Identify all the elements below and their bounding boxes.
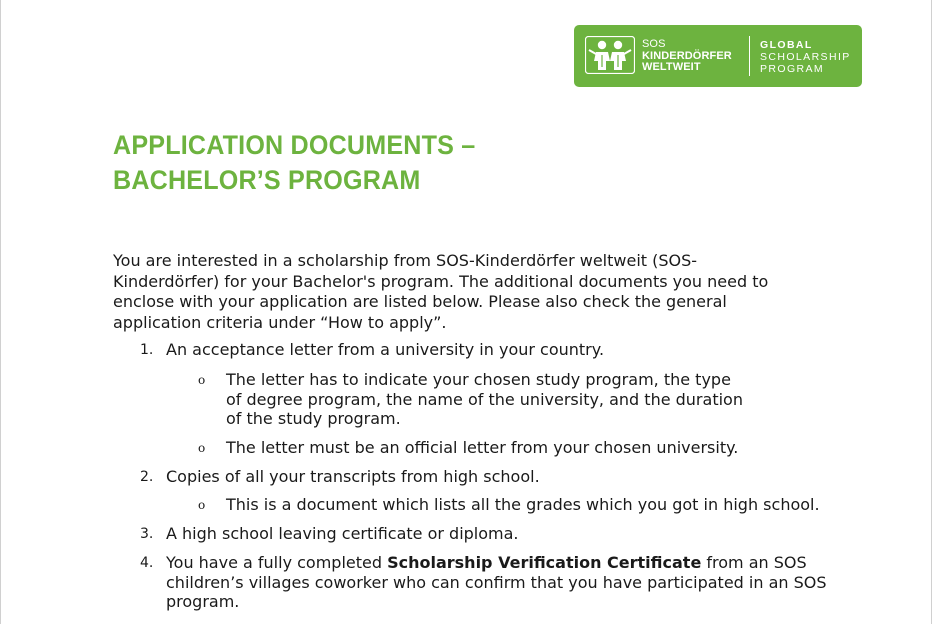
logo-program-line: SCHOLARSHIP — [760, 51, 851, 63]
sub-list-item — [226, 370, 743, 429]
sub-bullet: o — [198, 441, 206, 455]
verification-certificate-name: Scholarship Verification Certificate — [387, 553, 702, 572]
list-item — [166, 524, 519, 544]
intro-line: enclose with your application are listed below. Please also check the general — [113, 292, 727, 311]
list-item — [166, 340, 604, 360]
logo-program-name — [760, 39, 851, 75]
sub-item-line: The letter must be an official letter from your chosen university. — [226, 438, 739, 457]
logo-program-line: GLOBAL — [760, 39, 813, 51]
list-item-text: Copies of all your transcripts from high school. — [166, 467, 540, 486]
sub-bullet: o — [198, 498, 206, 512]
list-item-text: A high school leaving certificate or diploma. — [166, 524, 519, 543]
logo-name-line: KINDERDÖRFER — [642, 49, 732, 62]
logo-program-line: PROGRAM — [760, 63, 825, 75]
list-number: 3. — [140, 526, 154, 542]
sos-logo-banner — [574, 25, 862, 87]
list-number: 1. — [140, 342, 154, 358]
list-number: 4. — [140, 555, 154, 571]
sub-item-line: The letter has to indicate your chosen study program, the type — [226, 370, 731, 389]
list-item — [166, 553, 827, 612]
list-number: 2. — [140, 469, 154, 485]
sub-bullet: o — [198, 373, 206, 387]
list-item-line-1 — [166, 553, 827, 573]
sub-list-item — [226, 495, 820, 515]
list-item — [166, 467, 540, 487]
sub-item-line: of degree program, the name of the university, and the duration — [226, 389, 743, 409]
list-item-text: program. — [166, 592, 240, 611]
title-line-2: BACHELOR’S PROGRAM — [113, 165, 421, 195]
sub-list-item — [226, 438, 738, 458]
list-item-text: children’s villages coworker who can confirm that you have participated in an SOS — [166, 572, 827, 592]
sub-item-line: This is a document which lists all the grades which you got in high school. — [226, 495, 820, 514]
sos-children-icon — [585, 36, 635, 74]
list-item-text: An acceptance letter from a university in your country. — [166, 340, 605, 359]
list-item-text: from an SOS — [701, 553, 807, 572]
intro-line: Kinderdörfer) for your Bachelor's program. The additional documents you need to — [113, 271, 769, 291]
intro-line: application criteria under “How to apply”. — [113, 312, 447, 332]
page-title — [113, 128, 475, 198]
intro-paragraph — [113, 251, 833, 333]
title-line-1: APPLICATION DOCUMENTS – — [113, 130, 476, 160]
sub-item-line: of the study program. — [226, 409, 401, 428]
logo-organization-name — [642, 39, 732, 74]
logo-name-line: WELTWEIT — [642, 61, 701, 73]
logo-divider — [749, 36, 750, 76]
logo-name-line: SOS — [642, 38, 666, 50]
list-item-text: You have a fully completed — [166, 553, 388, 572]
intro-line: You are interested in a scholarship from SOS-Kinderdörfer weltweit (SOS- — [113, 251, 698, 270]
